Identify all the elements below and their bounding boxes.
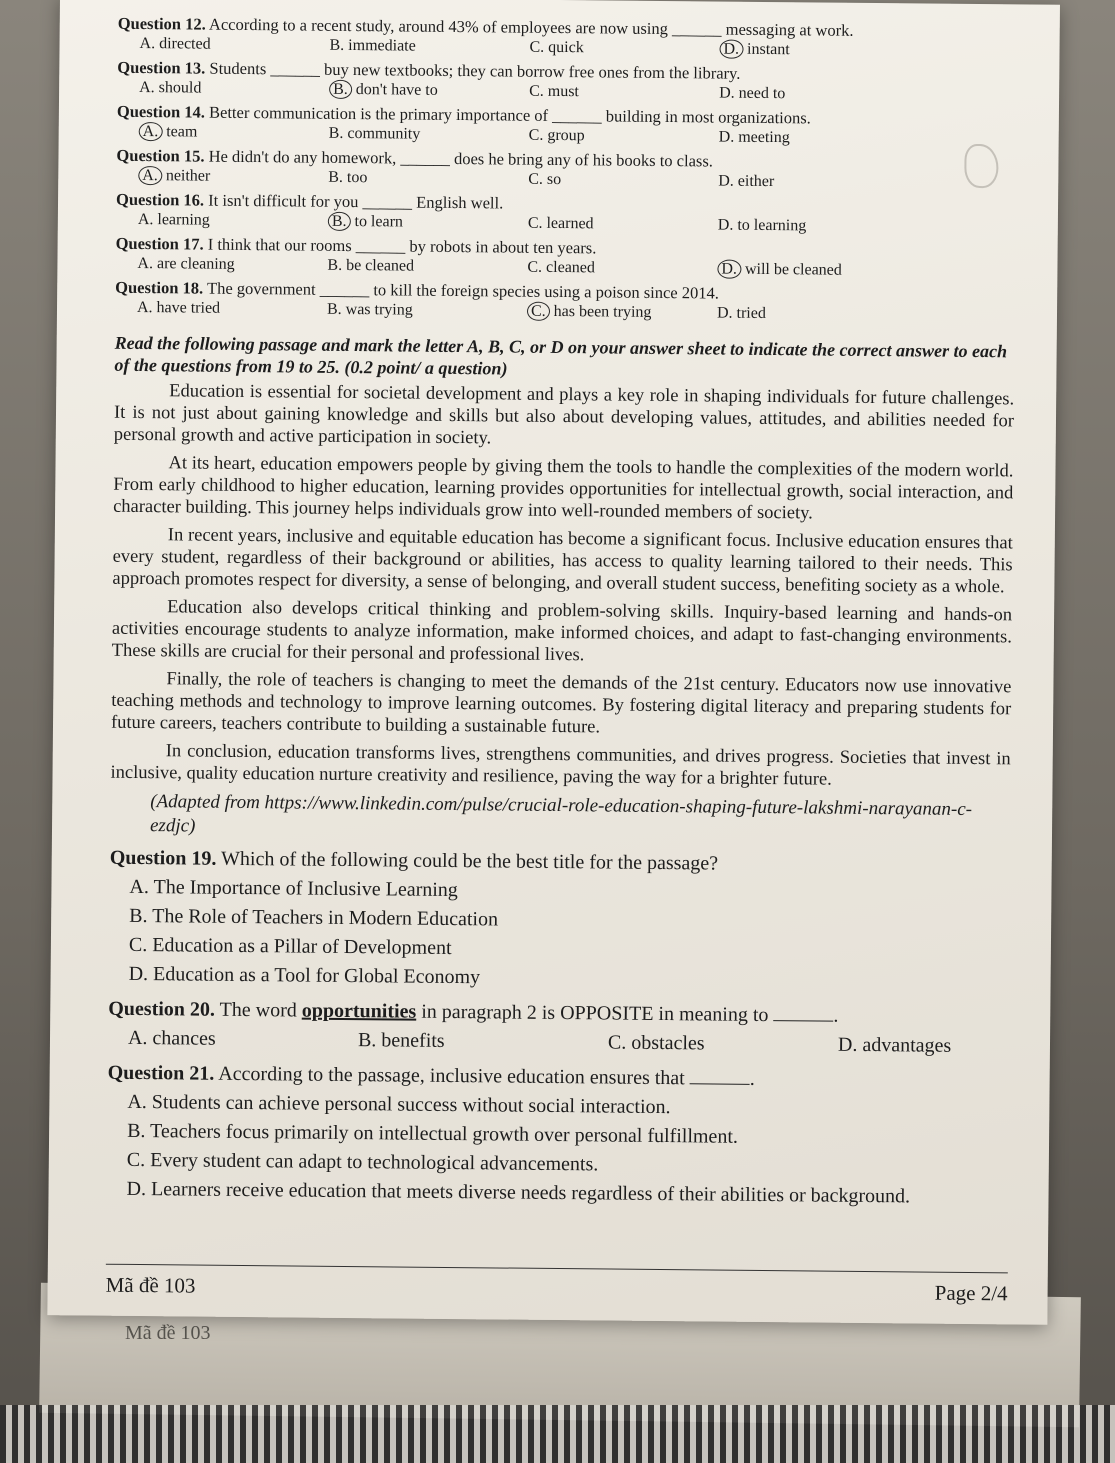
q14-option-c[interactable]: C. group xyxy=(528,126,585,145)
question-20-number: Question 20. xyxy=(108,997,216,1021)
q12-text: According to a recent study, around 43% of employees are now using ______ messaging at work. xyxy=(208,14,854,40)
q18-number: Question 18. xyxy=(115,277,204,298)
question-20-keyword: opportunities xyxy=(301,999,417,1023)
q17-option-a[interactable]: A. are cleaning xyxy=(137,254,235,273)
question-21-option-d[interactable]: D. Learners receive education that meets diverse needs regardless of their abilities or background. xyxy=(126,1177,911,1208)
q18-option-c[interactable]: C. has been trying xyxy=(527,302,717,324)
question-21-options xyxy=(106,1088,1007,1213)
q16-option-b[interactable]: B. to learn xyxy=(328,212,528,234)
passage-paragraph-4: Education also develops critical thinking and problem-solving skills. Inquiry-based learning and hands-on activities encourage students to analyze information, make informed choices, and adapt to fast-changing environments. These skills are crucial for their personal and professional lives. xyxy=(111,597,1013,666)
passage-paragraph-5: Finally, the role of teachers is changing to meet the demands of the 21st century. Educators now use innovative teaching methods and technology to improve learning outcomes. By fostering digital literacy and preparing students for future careers, teachers contribute to building a sustainable future. xyxy=(110,669,1012,738)
question-20-option-b[interactable]: B. benefits xyxy=(357,1029,445,1052)
question-20-text-after: in paragraph 2 is OPPOSITE in meaning to xyxy=(421,1000,769,1027)
q12-number: Question 12. xyxy=(117,13,206,34)
question-19-options xyxy=(108,873,1009,998)
question-21-text: According to the passage, inclusive education ensures that xyxy=(218,1062,685,1090)
q17-text: I think that our rooms ______ by robots in about ten years. xyxy=(207,234,597,258)
q15-option-c[interactable]: C. so xyxy=(528,170,562,189)
q16-option-a[interactable]: A. learning xyxy=(137,210,210,229)
passage-instructions: Read the following passage and mark the letter A, B, C, or D on your answer sheet to indicate the correct answer to each of the questions from 19 to 25. (0.2 point/ a question) xyxy=(114,332,1008,379)
reading-passage xyxy=(110,380,1014,793)
q13-option-a[interactable]: A. should xyxy=(139,78,202,97)
question-21: Question 21. According to the passage, inclusive education ensures that . xyxy=(107,1061,755,1090)
page-number: Page 2/4 xyxy=(934,1280,1008,1306)
q18-option-b[interactable]: B. was trying xyxy=(326,300,413,319)
passage-source: (Adapted from https://www.linkedin.com/pulse/crucial-role-education-shaping-future-lakshmi-narayanan-c-ezdjc) xyxy=(149,791,973,837)
q14-option-d[interactable]: D. meeting xyxy=(718,128,790,147)
q12-option-b[interactable]: B. immediate xyxy=(329,36,416,55)
q18-option-a[interactable]: A. have tried xyxy=(136,298,221,317)
question-20-text-before: The word xyxy=(219,998,297,1022)
exam-code: Mã đề 103 xyxy=(105,1272,196,1298)
q18-text: The government ______ to kill the foreign species using a poison since 2014. xyxy=(206,278,720,303)
q15-option-d[interactable]: D. either xyxy=(718,172,775,191)
underlying-sheet-code: Mã đề 103 xyxy=(125,1322,211,1344)
q16-number: Question 16. xyxy=(115,189,205,210)
question-19-option-a[interactable]: A. The Importance of Inclusive Learning xyxy=(129,875,458,902)
q17-option-b[interactable]: B. be cleaned xyxy=(327,256,415,275)
q16-option-c[interactable]: C. learned xyxy=(527,214,594,233)
passage-paragraph-1: Education is essential for societal development and plays a key role in shaping individuals for future challenges. It is not just about gaining knowledge and skills but also about developing values, attitudes, and abilities needed for personal growth and active participation in society. xyxy=(113,381,1015,449)
page-footer xyxy=(106,1264,1008,1307)
answer-blank xyxy=(773,1020,833,1022)
q15-text: He didn't do any homework, ______ does he bring any of his books to class. xyxy=(208,146,714,171)
question-20: Question 20. The word opportunities in paragraph 2 is OPPOSITE in meaning to . xyxy=(108,997,839,1027)
q17-option-c[interactable]: C. cleaned xyxy=(527,258,596,277)
q12-option-c[interactable]: C. quick xyxy=(529,38,584,57)
q14-option-b[interactable]: B. community xyxy=(328,124,421,143)
q13-text: Students ______ buy new textbooks; they can borrow free ones from the library. xyxy=(209,58,741,83)
question-19-option-d[interactable]: D. Education as a Tool for Global Economy xyxy=(128,962,481,989)
q15-number: Question 15. xyxy=(116,145,205,166)
question-19-option-b[interactable]: B. The Role of Teachers in Modern Education xyxy=(129,904,499,931)
q12-option-a[interactable]: A. directed xyxy=(139,34,211,53)
question-21-option-a[interactable]: A. Students can achieve personal success without social interaction. xyxy=(127,1090,671,1119)
question-19-number: Question 19. xyxy=(109,846,217,870)
q15-option-a[interactable]: A. neither xyxy=(138,166,328,188)
answer-blank xyxy=(690,1083,750,1085)
question-20-option-a[interactable]: A. chances xyxy=(127,1026,216,1050)
question-19-text: Which of the following could be the best title for the passage? xyxy=(220,847,719,875)
question-21-option-c[interactable]: C. Every student can adapt to technological advancements. xyxy=(126,1148,599,1176)
q13-option-d[interactable]: D. need to xyxy=(719,84,786,103)
q18-option-d[interactable]: D. tried xyxy=(716,304,766,322)
question-20-option-c[interactable]: C. obstacles xyxy=(607,1031,705,1055)
passage-paragraph-6: In conclusion, education transforms lives, strengthens communities, and drives progress. Societies that invest in inclusive, quality education nurture creativity and resilience, paving the way for a brighter future. xyxy=(110,741,1011,790)
binder-edge xyxy=(0,1405,1115,1463)
exam-sheet xyxy=(47,0,1060,1325)
q13-number: Question 13. xyxy=(117,57,206,78)
question-19-option-c[interactable]: C. Education as a Pillar of Development xyxy=(128,933,452,960)
sheet-content xyxy=(106,14,1017,1213)
q17-option-d[interactable]: D. will be cleaned xyxy=(717,260,887,282)
q15-option-b[interactable]: B. too xyxy=(328,168,368,187)
q13-option-c[interactable]: C. must xyxy=(529,82,579,101)
q14-option-a[interactable]: A. team xyxy=(139,122,329,144)
q14-number: Question 14. xyxy=(116,101,206,122)
q14-text: Better communication is the primary importance of ______ building in most organizations. xyxy=(208,102,811,128)
q13-option-b[interactable]: B. don't have to xyxy=(329,80,529,102)
q17-number: Question 17. xyxy=(115,233,204,254)
q16-text: It isn't difficult for you ______ English well. xyxy=(208,190,504,213)
q12-option-d[interactable]: D. instant xyxy=(719,40,889,62)
question-20-option-d[interactable]: D. advantages xyxy=(837,1033,952,1057)
q16-option-d[interactable]: D. to learning xyxy=(717,216,807,235)
passage-paragraph-3: In recent years, inclusive and equitable education has become a significant focus. Inclusive education ensures that every student, regardless of their background or abilities, has access to quality learning tailored to their needs. This approach promotes respect for diversity, a sense of belonging, and overall student success, benefiting society as a whole. xyxy=(112,525,1013,598)
questions-top xyxy=(115,14,1018,327)
question-21-option-b[interactable]: B. Teachers focus primarily on intellectual growth over personal fulfillment. xyxy=(127,1119,739,1148)
question-21-number: Question 21. xyxy=(107,1061,215,1085)
passage-paragraph-2: At its heart, education empowers people by giving them the tools to handle the complexities of the modern world. From early childhood to higher education, learning provides opportunities for intellectual growth, social interaction, and character building. This journey helps individuals grow into well-rounded members of society. xyxy=(113,453,1014,524)
